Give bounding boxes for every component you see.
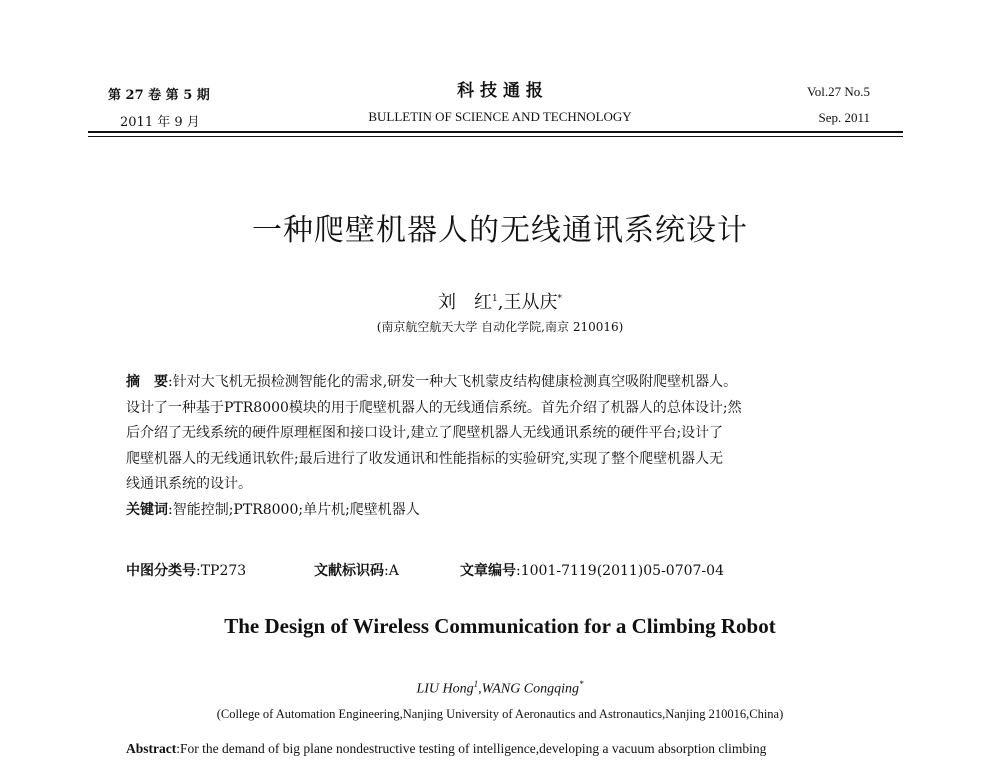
- document-code: 文献标识码:A: [314, 563, 399, 579]
- abstract-zh-line-3: 后介绍了无线系统的硬件原理框图和接口设计,建立了爬壁机器人无线通讯系统的硬件平台;设计了: [126, 425, 724, 441]
- author-2-zh: ,王从庆: [497, 292, 558, 313]
- date-en: Sep. 2011: [818, 110, 870, 125]
- authors-en: LIU Hong$^1$,WANG Congqing*: [416, 679, 584, 697]
- paper-title-zh: 一种爬壁机器人的无线通讯系统设计: [252, 213, 748, 248]
- author-2-en: ,WANG Congqing: [478, 681, 580, 697]
- abstract-zh: [126, 370, 868, 523]
- corresponding-mark: *: [557, 294, 562, 304]
- volume-issue-en: Vol.27 No.5: [807, 84, 870, 99]
- abstract-zh-line-2: 设计了一种基于PTR8000模块的用于爬壁机器人的无线通信系统。首先介绍了机器人的总体设计;然: [126, 399, 742, 416]
- affiliation-zh: (南京航空航天大学 自动化学院,南京 210016): [376, 320, 624, 334]
- authors-zh: [0, 288, 1000, 314]
- abstract-en-text: :For the demand of big plane nondestructive testing of intelligence,developing a vacuum absorption climbing: [176, 741, 767, 756]
- author-1-affil-mark: 1: [492, 294, 498, 304]
- article-number: 文章编号:1001-7119(2011)05-0707-04: [460, 563, 724, 579]
- date-zh: 2011 年 9 月: [120, 115, 200, 130]
- author-1-zh: 刘 红: [438, 292, 493, 313]
- journal-name-zh: 科 技 通 报: [457, 81, 543, 101]
- keywords-zh: [126, 498, 868, 524]
- abstract-zh-line-5: 线通讯系统的设计。: [126, 476, 252, 492]
- volume-issue-zh: 第 27 卷 第 5 期: [108, 88, 210, 103]
- abstract-zh-line-1: 摘 要:针对大飞机无损检测智能化的需求,研发一种大飞机蒙皮结构健康检测真空吸附爬壁机器人。: [126, 374, 738, 390]
- header-rule-thick: [88, 131, 903, 133]
- abstract-en-label: Abstract: [126, 741, 177, 756]
- affiliation-en: (College of Automation Engineering,Nanjing University of Aeronautics and Astronautics,Nanjing 210016,China): [216, 707, 784, 721]
- journal-name-en: BULLETIN OF SCIENCE AND TECHNOLOGY: [368, 109, 632, 124]
- paper-title-en: The Design of Wireless Communication for a Climbing Robot: [224, 614, 776, 638]
- abstract-en: [126, 741, 886, 757]
- author-1-en: LIU Hong: [416, 681, 474, 697]
- clc-number: 中图分类号:TP273: [126, 563, 247, 579]
- keywords-label: 关键词: [126, 501, 168, 518]
- abstract-zh-line-4: 爬壁机器人的无线通讯软件;最后进行了收发通讯和性能指标的实验研究,实现了整个爬壁机器人无: [126, 450, 724, 467]
- keywords-text: :智能控制;PTR8000;单片机;爬壁机器人: [168, 501, 420, 518]
- header-rule-thin: [88, 136, 903, 137]
- abstract-zh-label: 摘 要: [126, 374, 168, 390]
